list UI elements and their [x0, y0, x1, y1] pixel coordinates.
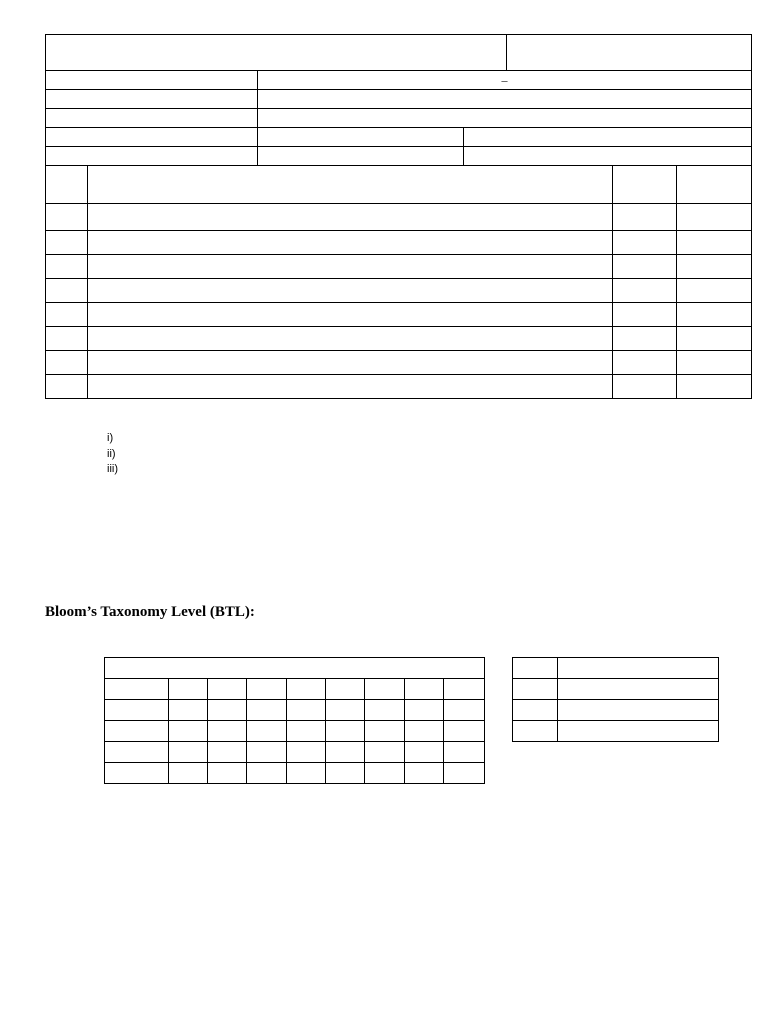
btl-cell	[405, 679, 444, 700]
header-row5-label	[46, 147, 258, 166]
note-item: iii)	[107, 463, 118, 475]
btl-legend-description	[558, 700, 719, 721]
btl-cell	[326, 742, 365, 763]
question-row	[46, 303, 752, 327]
btl-cell	[326, 700, 365, 721]
btl-cell	[405, 721, 444, 742]
btl-cell	[287, 679, 326, 700]
question-row	[46, 375, 752, 399]
question-text-cell	[88, 351, 613, 375]
question-text-cell	[88, 303, 613, 327]
question-row	[46, 255, 752, 279]
btl-heading: Bloom’s Taxonomy Level (BTL):	[45, 604, 255, 620]
question-col-a-cell	[613, 279, 677, 303]
question-no-cell	[46, 279, 88, 303]
header-row5-value-b	[464, 147, 752, 166]
btl-table-row	[105, 679, 485, 700]
btl-cell	[208, 742, 247, 763]
questions-table	[45, 165, 752, 399]
btl-cell	[405, 700, 444, 721]
question-col-a-header	[613, 166, 677, 204]
question-row	[46, 231, 752, 255]
question-col-b-cell	[677, 204, 752, 231]
btl-legend-code	[513, 700, 558, 721]
btl-cell	[287, 742, 326, 763]
btl-cell	[169, 721, 208, 742]
question-text-cell	[88, 375, 613, 399]
btl-table	[104, 657, 485, 784]
btl-cell	[444, 679, 485, 700]
question-col-b-cell	[677, 375, 752, 399]
header-title-right-cell	[507, 35, 752, 71]
btl-legend-code	[513, 658, 558, 679]
btl-cell	[444, 721, 485, 742]
note-item: ii)	[107, 447, 116, 460]
btl-cell	[444, 700, 485, 721]
btl-legend-description	[558, 679, 719, 700]
btl-row-label	[105, 742, 169, 763]
btl-table-title	[105, 658, 485, 679]
btl-table-row	[105, 721, 485, 742]
btl-cell	[208, 721, 247, 742]
header-row1-value: –	[258, 71, 752, 90]
btl-cell	[247, 721, 287, 742]
header-row5-value-a	[258, 147, 464, 166]
btl-cell	[365, 700, 405, 721]
btl-row-label	[105, 763, 169, 784]
btl-cell	[444, 742, 485, 763]
question-col-a-cell	[613, 255, 677, 279]
header-row1-label	[46, 71, 258, 90]
btl-cell	[247, 679, 287, 700]
btl-legend-row	[513, 658, 719, 679]
btl-legend-row	[513, 679, 719, 700]
btl-cell	[247, 763, 287, 784]
header-row3-value	[258, 109, 752, 128]
question-col-a-cell	[613, 327, 677, 351]
question-col-a-cell	[613, 204, 677, 231]
question-no-cell	[46, 231, 88, 255]
btl-table-row	[105, 742, 485, 763]
question-no-cell	[46, 303, 88, 327]
question-col-a-cell	[613, 303, 677, 327]
btl-legend-row	[513, 700, 719, 721]
question-col-b-cell	[677, 327, 752, 351]
btl-legend-description	[558, 721, 719, 742]
btl-cell	[208, 763, 247, 784]
btl-cell	[365, 679, 405, 700]
note-item: i)	[107, 432, 114, 444]
question-col-b-cell	[677, 255, 752, 279]
question-no-cell	[46, 351, 88, 375]
question-text-header	[88, 166, 613, 204]
question-no-cell	[46, 255, 88, 279]
question-text-cell	[88, 204, 613, 231]
btl-cell	[208, 679, 247, 700]
btl-cell	[326, 763, 365, 784]
btl-row-label	[105, 679, 169, 700]
exam-header-table	[45, 34, 752, 166]
header-row4-label	[46, 128, 258, 147]
question-row	[46, 204, 752, 231]
question-col-b-cell	[677, 303, 752, 327]
question-no-cell	[46, 327, 88, 351]
btl-cell	[208, 700, 247, 721]
header-row2-label	[46, 90, 258, 109]
question-no-cell	[46, 375, 88, 399]
btl-table-row	[105, 700, 485, 721]
header-row2-value	[258, 90, 752, 109]
notes-list	[107, 431, 118, 478]
header-row4-value-a	[258, 128, 464, 147]
questions-header-row	[46, 166, 752, 204]
question-row	[46, 279, 752, 303]
question-col-b-header	[677, 166, 752, 204]
question-row	[46, 351, 752, 375]
question-text-cell	[88, 231, 613, 255]
header-row3-label	[46, 109, 258, 128]
question-text-cell	[88, 255, 613, 279]
btl-cell	[365, 763, 405, 784]
question-col-a-cell	[613, 351, 677, 375]
question-col-a-cell	[613, 231, 677, 255]
btl-cell	[287, 700, 326, 721]
question-col-b-cell	[677, 351, 752, 375]
question-no-cell	[46, 204, 88, 231]
btl-legend-table	[512, 657, 719, 742]
question-col-a-cell	[613, 375, 677, 399]
btl-row-label	[105, 721, 169, 742]
header-title-cell	[46, 35, 507, 71]
btl-cell	[365, 742, 405, 763]
btl-legend-description	[558, 658, 719, 679]
btl-cell	[247, 742, 287, 763]
btl-legend-row	[513, 721, 719, 742]
header-row4-value-b	[464, 128, 752, 147]
btl-cell	[169, 763, 208, 784]
btl-cell	[444, 763, 485, 784]
btl-legend-code	[513, 721, 558, 742]
btl-row-label	[105, 700, 169, 721]
btl-cell	[169, 700, 208, 721]
btl-cell	[405, 742, 444, 763]
btl-cell	[326, 721, 365, 742]
btl-cell	[287, 721, 326, 742]
btl-legend-code	[513, 679, 558, 700]
btl-cell	[169, 742, 208, 763]
question-text-cell	[88, 279, 613, 303]
btl-cell	[326, 679, 365, 700]
btl-cell	[287, 763, 326, 784]
btl-cell	[365, 721, 405, 742]
question-text-cell	[88, 327, 613, 351]
btl-table-row	[105, 763, 485, 784]
btl-cell	[405, 763, 444, 784]
btl-cell	[169, 679, 208, 700]
question-col-b-cell	[677, 231, 752, 255]
question-no-header	[46, 166, 88, 204]
btl-cell	[247, 700, 287, 721]
question-row	[46, 327, 752, 351]
question-col-b-cell	[677, 279, 752, 303]
